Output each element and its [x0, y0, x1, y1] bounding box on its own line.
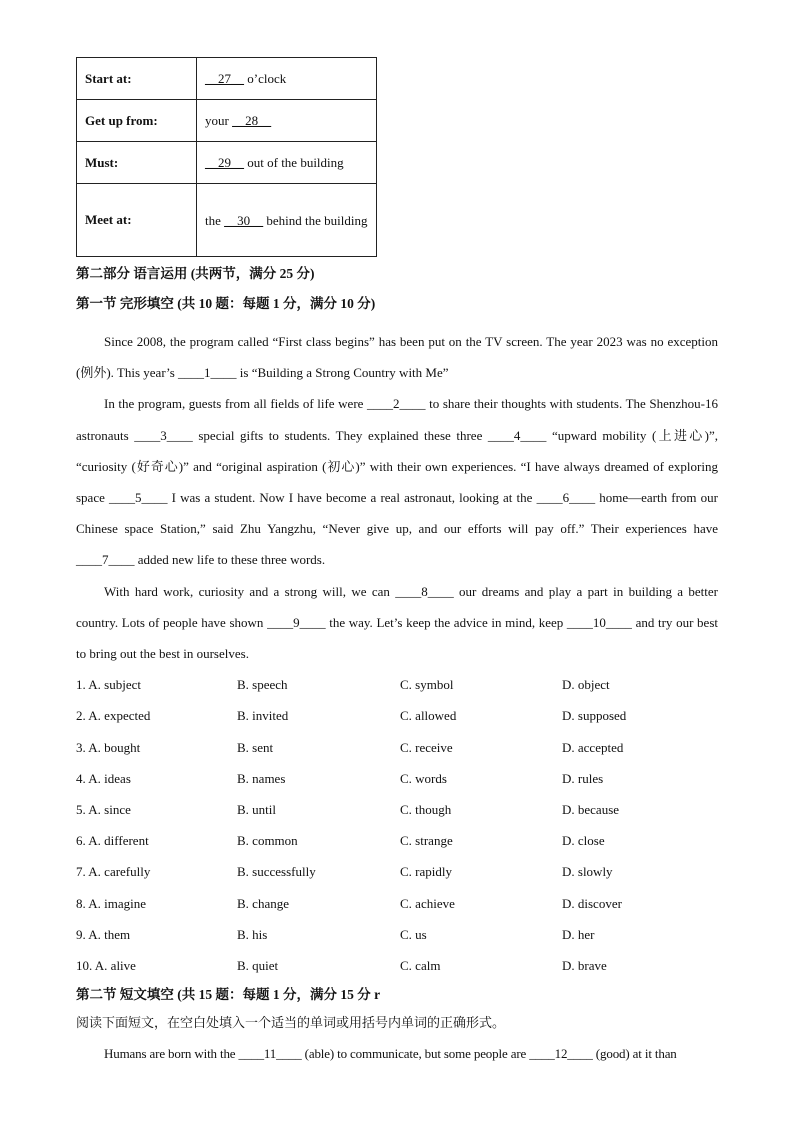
- blank-30: __30__: [224, 212, 264, 228]
- option: 9. A. them: [76, 926, 131, 942]
- option: 8. A. imagine: [76, 895, 147, 911]
- option: C. calm: [400, 958, 441, 974]
- option: D. discover: [562, 895, 622, 911]
- option: D. rules: [562, 770, 604, 786]
- section1-heading: 第一节 完形填空 (共 10 题：每题 1 分，满分 10 分): [76, 296, 376, 311]
- option: 7. A. carefully: [76, 864, 151, 880]
- option: B. quiet: [237, 958, 279, 974]
- option: C. us: [400, 926, 427, 942]
- row-label: Start at:: [77, 58, 197, 100]
- table-row: [77, 184, 377, 257]
- option: B. invited: [237, 708, 289, 724]
- option: D. brave: [562, 958, 607, 974]
- option: B. sent: [237, 739, 274, 755]
- option: C. achieve: [400, 895, 455, 911]
- exam-page: [76, 57, 718, 1069]
- option: 10. A. alive: [76, 958, 136, 974]
- option: C. though: [400, 802, 452, 818]
- options-grid: [76, 669, 718, 981]
- option: B. change: [237, 895, 289, 911]
- option: B. his: [237, 926, 268, 942]
- option: B. until: [237, 802, 277, 818]
- paragraph: Since 2008, the program called “First class begins” has been put on the TV screen. The year 2023 was no exception (例外). This year’s ____1____ is “Building a Strong Country with Me”: [76, 334, 718, 381]
- paragraph: Humans are born with the ____11____ (able) to communicate, but some people are ____12____ (good) at it than: [104, 1046, 677, 1062]
- table-row: [77, 100, 377, 142]
- info-table: [76, 57, 377, 257]
- row-label: Must:: [77, 142, 197, 184]
- option: 2. A. expected: [76, 708, 151, 724]
- blank-29: __29__: [205, 154, 244, 170]
- option: 1. A. subject: [76, 677, 141, 693]
- option: 6. A. different: [76, 833, 149, 849]
- option: C. rapidly: [400, 864, 452, 880]
- section2-heading: 第二节 短文填空 (共 15 题：每题 1 分，满分 15 分 r: [76, 987, 381, 1003]
- part2-heading: 第二部分 语言运用 (共两节，满分 25 分): [76, 266, 315, 281]
- option: B. successfully: [237, 864, 316, 880]
- row-label: Meet at:: [77, 184, 197, 257]
- option: 4. A. ideas: [76, 770, 131, 786]
- table-row: [77, 58, 377, 100]
- cloze-passage: [76, 326, 718, 669]
- option: D. accepted: [562, 739, 624, 755]
- row-value: the __30__ behind the building: [197, 184, 377, 257]
- option: B. common: [237, 833, 298, 849]
- option: 3. A. bought: [76, 739, 141, 755]
- option: B. names: [237, 770, 286, 786]
- table-row: [77, 142, 377, 184]
- option: 5. A. since: [76, 802, 131, 818]
- blank-28: __28__: [232, 112, 272, 128]
- option: D. supposed: [562, 708, 627, 724]
- option: D. slowly: [562, 864, 613, 880]
- option: D. her: [562, 926, 595, 942]
- instruction: 阅读下面短文，在空白处填入一个适当的单词或用括号内单词的正确形式。: [76, 1015, 506, 1031]
- paragraph: With hard work, curiosity and a strong will, we can ____8____ our dreams and play a part in building a better country. Lots of people have shown ____9____ the way. Let’s keep the advice in mind, keep ____10____ and try our best to bring out the best in ourselves.: [76, 583, 718, 662]
- option: C. words: [400, 770, 447, 786]
- option: D. close: [562, 833, 605, 849]
- row-value: __29__ out of the building: [197, 142, 377, 184]
- row-value: __27__ o’clock: [197, 58, 377, 100]
- row-label: Get up from:: [77, 100, 197, 142]
- paragraph: In the program, guests from all fields of life were ____2____ to share their thoughts with students. The Shenzhou-16 astronauts ____3____ special gifts to students. They explained these three ____4____ “upward mobility (上进心)”, “curiosity (好奇心)” and “original aspiration (初心)” with their own experiences. “I have always dreamed of exploring space ____5____ I was a student. Now I have become a real astronaut, looking at the ____6____ home—earth from our Chinese space Station,” said Zhu Yangzhu, “Never give up, and our efforts will pay off.” Their experiences have ____7____ added new life to these three words.: [76, 396, 718, 568]
- option: C. receive: [400, 739, 453, 755]
- row-value: your __28__: [197, 100, 377, 142]
- option: C. strange: [400, 833, 453, 849]
- blank-27: __27__: [205, 70, 244, 86]
- option: C. symbol: [400, 677, 454, 693]
- option: B. speech: [237, 677, 288, 693]
- option: C. allowed: [400, 708, 457, 724]
- option: D. because: [562, 802, 620, 818]
- option: D. object: [562, 677, 610, 693]
